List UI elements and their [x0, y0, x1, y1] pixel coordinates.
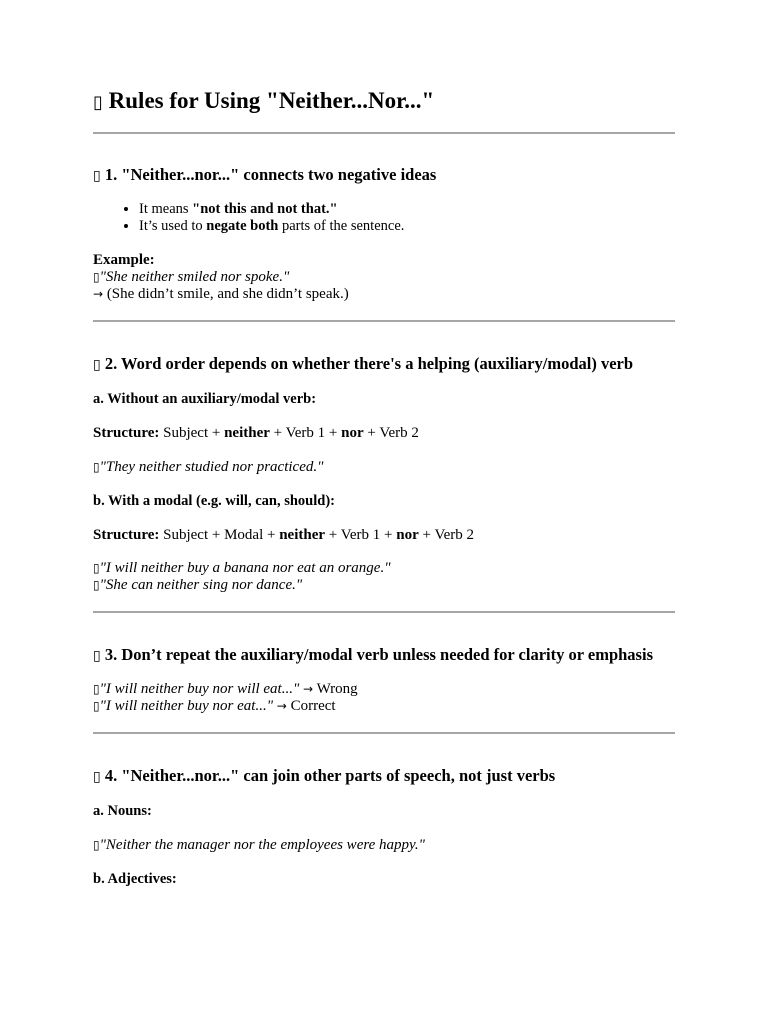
bullet-2-text: It’s used to: [139, 218, 207, 234]
section-2a-label: a. Without an auxiliary/modal verb:: [93, 391, 317, 407]
example-quote: "She can neither sing nor dance.": [99, 577, 303, 593]
section-3-line-1: [93, 681, 675, 698]
example-quote: "I will neither buy a banana nor eat an orange.": [99, 560, 391, 576]
example-quote: "They neither studied nor practiced.": [99, 459, 324, 475]
divider: [93, 732, 675, 734]
section-3-heading: [93, 645, 675, 666]
document-content: [93, 86, 675, 888]
bullet-2-post: parts of the sentence.: [278, 218, 405, 234]
section-1-bullet-list: [93, 201, 675, 235]
divider: [93, 611, 675, 613]
verdict-correct: Correct: [286, 698, 336, 714]
section-1-heading: [93, 165, 675, 186]
section-1-example-label: [93, 252, 675, 269]
divider: [93, 320, 675, 322]
section-3-icon: ▯: [93, 648, 101, 664]
structure-keyword: neither: [224, 425, 270, 441]
list-item: [139, 218, 675, 235]
bullet-1-text: It means: [139, 201, 193, 217]
example-gloss: (She didn’t smile, and she didn’t speak.): [103, 286, 349, 302]
structure-keyword: nor: [396, 527, 419, 543]
structure-part: + Verb 2: [363, 425, 419, 441]
structure-label: Structure:: [93, 425, 160, 441]
structure-label: Structure:: [93, 527, 160, 543]
section-4-icon: ▯: [93, 769, 101, 785]
section-1-heading-text: 1. "Neither...nor..." connects two negative ideas: [104, 165, 437, 184]
section-1-icon: ▯: [93, 168, 101, 184]
page-title-text: Rules for Using "Neither...Nor...": [108, 88, 435, 113]
section-4a-example: [93, 837, 675, 854]
example-icon: ▯: [93, 838, 100, 852]
structure-part: Subject + Modal +: [159, 527, 280, 543]
section-2-icon: ▯: [93, 357, 101, 373]
structure-keyword: nor: [341, 425, 364, 441]
structure-part: + Verb 1 +: [269, 425, 342, 441]
arrow-icon: →: [303, 682, 314, 696]
bullet-1-bold: "not this and not that.": [192, 201, 338, 217]
section-4a-label: a. Nouns:: [93, 803, 152, 819]
section-3-line-2: [93, 698, 675, 715]
example-quote: "I will neither buy nor will eat...": [99, 681, 300, 697]
title-icon: ▯: [93, 92, 103, 113]
section-1-example-quote: [93, 269, 675, 286]
example-quote: "I will neither buy nor eat...": [99, 698, 274, 714]
arrow-icon: →: [93, 287, 104, 301]
structure-part: + Verb 2: [418, 527, 475, 543]
structure-part: Subject +: [159, 425, 225, 441]
section-2b-example-1: [93, 560, 675, 577]
section-2a-example: [93, 459, 675, 476]
section-2b-label: b. With a modal (e.g. will, can, should):: [93, 493, 335, 509]
cross-icon: ▯: [93, 682, 100, 696]
section-2-heading-text: 2. Word order depends on whether there's a helping (auxiliary/modal) verb: [104, 354, 634, 373]
section-2b-example-2: [93, 577, 675, 594]
section-4b-label: b. Adjectives:: [93, 871, 177, 887]
check-icon: ▯: [93, 699, 100, 713]
verdict-wrong: Wrong: [313, 681, 358, 697]
list-item: [139, 201, 675, 218]
section-4-heading: [93, 766, 675, 787]
section-2b-structure: [93, 527, 675, 544]
section-4-heading-text: 4. "Neither...nor..." can join other parts of speech, not just verbs: [104, 766, 556, 785]
section-1-example-gloss: [93, 286, 675, 303]
bullet-2-bold: negate both: [206, 218, 279, 234]
structure-part: + Verb 1 +: [325, 527, 397, 543]
section-3-heading-text: 3. Don’t repeat the auxiliary/modal verb unless needed for clarity or emphasis: [104, 645, 653, 664]
example-icon: ▯: [93, 270, 100, 284]
section-2-heading: [93, 354, 675, 375]
example-quote: "Neither the manager nor the employees were happy.": [99, 837, 425, 853]
example-icon: ▯: [93, 460, 100, 474]
page-title: [93, 86, 675, 118]
example-quote: "She neither smiled nor spoke.": [99, 269, 290, 285]
structure-keyword: neither: [279, 527, 326, 543]
example-icon: ▯: [93, 578, 100, 592]
example-icon: ▯: [93, 561, 100, 575]
section-2a-structure: [93, 425, 675, 442]
example-label: Example:: [93, 252, 155, 268]
arrow-icon: →: [276, 699, 287, 713]
divider: [93, 132, 675, 134]
